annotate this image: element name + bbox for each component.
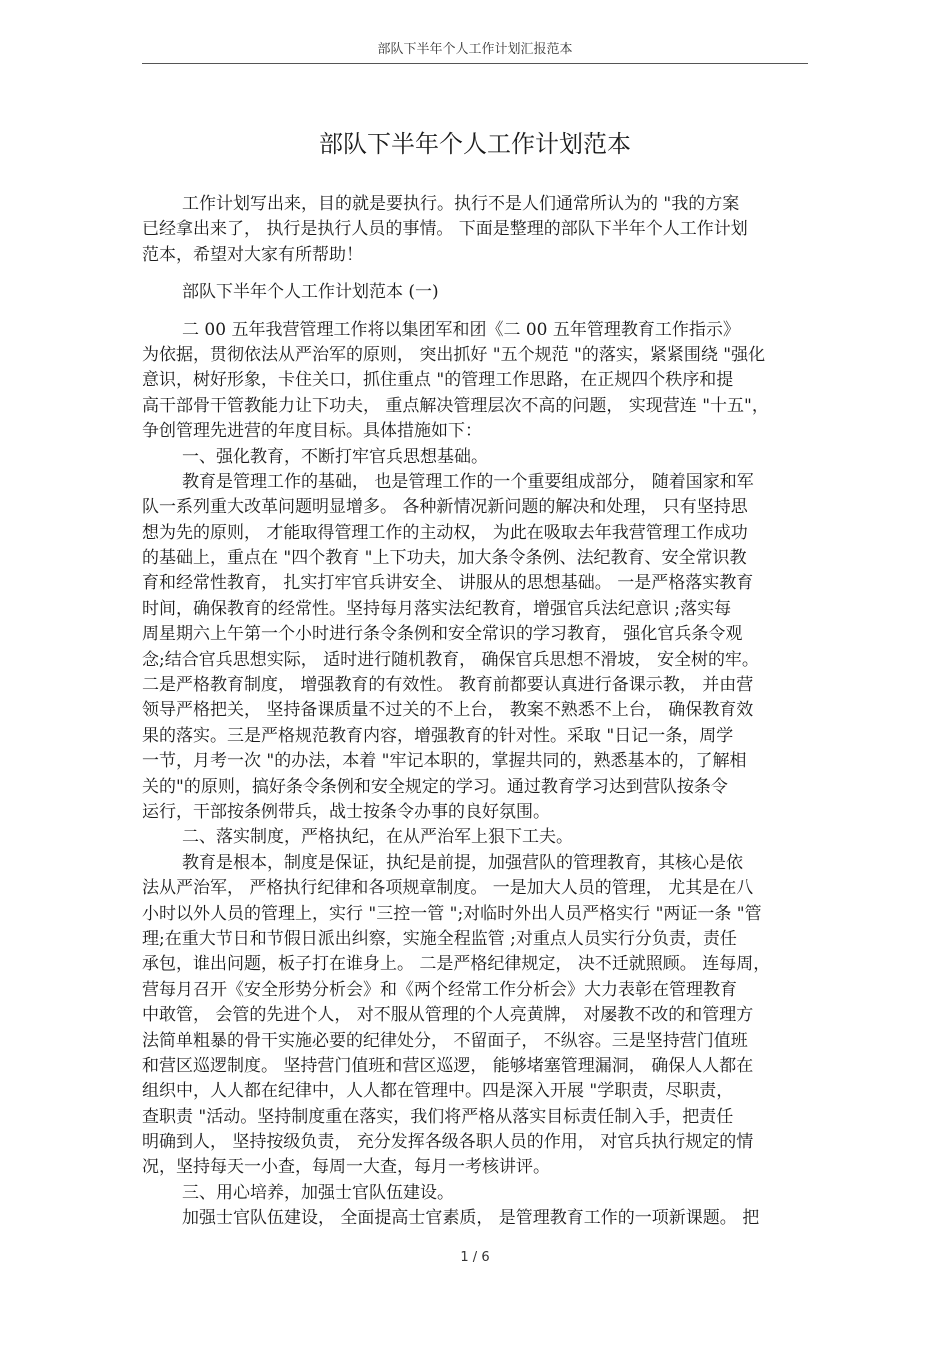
paragraph-line: 果的落实。三是严格规范教育内容，增强教育的针对性。采取 "日记一条，周学 [142,725,734,746]
section-heading: 部队下半年个人工作计划范本 (一) [182,282,439,303]
paragraph-line: 教育是管理工作的基础， 也是管理工作的一个重要组成部分， 随着国家和军 [182,471,754,492]
paragraph-line: 和营区巡逻制度。 坚持营门值班和营区巡逻， 能够堵塞管理漏洞， 确保人人都在 [142,1055,754,1076]
paragraph-line: 运行，干部按条例带兵，战士按条令办事的良好氛围。 [142,801,550,822]
paragraph-line: 周星期六上午第一个小时进行条令条例和安全常识的学习教育， 强化官兵条令观 [142,624,743,645]
paragraph-line: 范本，希望对大家有所帮助！ [142,244,363,265]
paragraph-line: 小时以外人员的管理上，实行 "三控一管 ";对临时外出人员严格实行 "两证一条 "管 [142,903,762,924]
paragraph-line: 承包，谁出问题，板子打在谁身上。 二是严格纪律规定， 决不迁就照顾。 连每周， [142,954,771,975]
subheading-line: 一、强化教育，不断打牢官兵思想基础。 [182,446,488,467]
page-number: 1 / 6 [460,1250,490,1265]
paragraph-line: 关的"的原则，搞好条令条例和安全规定的学习。通过教育学习达到营队按条令 [142,776,728,797]
paragraph-line: 想为先的原则， 才能取得管理工作的主动权， 为此在吸取去年我营管理工作成功 [142,522,748,543]
document-title: 部队下半年个人工作计划范本 [319,130,631,158]
subheading-line: 三、用心培养，加强士官队伍建设。 [182,1182,454,1203]
paragraph-line: 为依据，贯彻依法从严治军的原则， 突出抓好 "五个规范 "的落实，紧紧围绕 "强化 [142,344,766,365]
paragraph-line: 争创管理先进营的年度目标。具体措施如下： [142,421,482,442]
paragraph-line: 一节，月考一次 "的办法，本着 "牢记本职的，掌握共同的，熟悉基本的，了解相 [142,751,747,772]
paragraph-line: 高干部骨干管教能力让下功夫， 重点解决管理层次不高的问题， 实现营连 "十五"， [142,395,769,416]
document-body [142,192,822,1232]
paragraph-line: 育和经常性教育， 扎实打牢官兵讲安全、 讲服从的思想基础。 一是严格落实教育 [142,573,754,594]
paragraph-line: 法简单粗暴的骨干实施必要的纪律处分， 不留面子， 不纵容。三是坚持营门值班 [142,1030,748,1051]
paragraph-line: 的基础上，重点在 "四个教育 "上下功夫，加大条令条例、法纪教育、安全常识教 [142,548,747,569]
paragraph-line: 理;在重大节日和节假日派出纠察，实施全程监管 ;对重点人员实行分负责，责任 [142,928,737,949]
paragraph-line: 意识，树好形象，卡住关口，抓住重点 "的管理工作思路，在正规四个秩序和提 [142,370,734,391]
paragraph-line: 领导严格把关， 坚持备课质量不过关的不上台， 教案不熟悉不上台， 确保教育效 [142,700,754,721]
paragraph-line: 教育是根本，制度是保证，执纪是前提，加强营队的管理教育，其核心是依 [182,852,743,873]
paragraph-line: 明确到人， 坚持按级负责， 充分发挥各级各职人员的作用， 对官兵执行规定的情 [142,1132,754,1153]
paragraph-line: 组织中，人人都在纪律中，人人都在管理中。四是深入开展 "学职责，尽职责， [142,1081,734,1102]
paragraph-line: 念;结合官兵思想实际， 适时进行随机教育， 确保官兵思想不滑坡， 安全树的牢。 [142,649,759,670]
paragraph-line: 时间，确保教育的经常性。坚持每月落实法纪教育，增强官兵法纪意识 ;落实每 [142,598,732,619]
paragraph-line: 加强士官队伍建设， 全面提高士官素质， 是管理教育工作的一项新课题。 把 [182,1208,760,1229]
running-header: 部队下半年个人工作计划汇报范本 [377,42,573,57]
paragraph-line: 查职责 "活动。坚持制度重在落实，我们将严格从落实目标责任制入手，把责任 [142,1106,734,1127]
paragraph-line: 法从严治军， 严格执行纪律和各项规章制度。 一是加大人员的管理， 尤其是在八 [142,878,754,899]
paragraph-line: 工作计划写出来，目的就是要执行。执行不是人们通常所认为的 "我的方案 [182,194,740,214]
paragraph-line: 已经拿出来了， 执行是执行人员的事情。 下面是整理的部队下半年个人工作计划 [142,219,748,240]
header-divider [142,63,808,64]
paragraph-line: 中敢管， 会管的先进个人， 对不服从管理的个人亮黄牌， 对屡教不改的和管理方 [142,1005,754,1026]
paragraph-line: 营每月召开《安全形势分析会》和《两个经常工作分析会》大力表彰在管理教育 [142,979,737,1000]
paragraph-line: 况，坚持每天一小查，每周一大查，每月一考核讲评。 [142,1157,550,1178]
paragraph-line: 二是严格教育制度， 增强教育的有效性。 教育前都要认真进行备课示教， 并由营 [142,675,754,696]
subheading-line: 二、落实制度，严格执纪，在从严治军上狠下工夫。 [182,827,573,848]
paragraph-line: 二 00 五年我营管理工作将以集团军和团《二 00 五年管理教育工作指示》 [182,319,740,340]
paragraph-line: 队一系列重大改革问题明显增多。 各种新情况新问题的解决和处理， 只有坚持思 [142,497,748,518]
